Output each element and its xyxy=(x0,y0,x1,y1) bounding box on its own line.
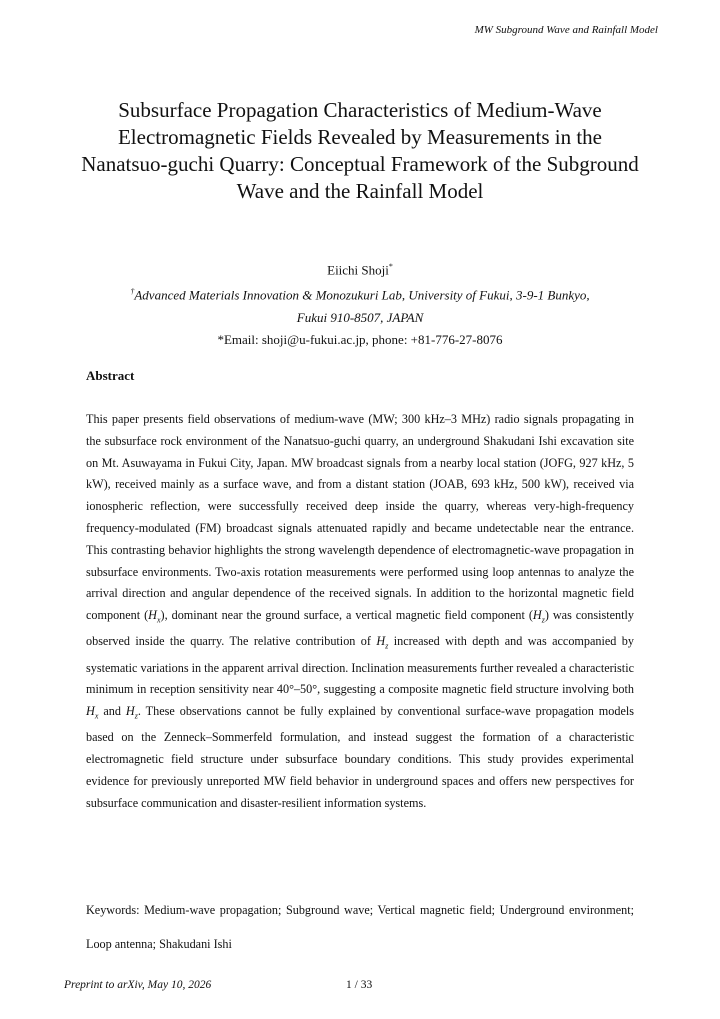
abstract-heading: Abstract xyxy=(86,368,135,383)
hz-symbol: $H_z$ xyxy=(376,634,389,651)
footer-preprint: Preprint to arXiv, May 10, 2026 xyxy=(64,979,212,991)
contact-line: *Email: shoji@u-fukui.ac.jp, phone: +81-776-27-8076 xyxy=(217,331,503,347)
hx-symbol: $H_x$ xyxy=(86,704,99,721)
running-head: MW Subground Wave and Rainfall Model xyxy=(474,24,658,36)
paper-title: Subsurface Propagation Characteristics of Medium-Wave Electromagnetic Fields Revealed by Measurements in the Nanatsuo-guchi Quarry: Conceptual Framework of the Subground Wave and the Rainfall Model xyxy=(81,98,639,203)
author-name: Eiichi Shoji xyxy=(327,262,389,278)
affiliation xyxy=(80,281,640,306)
affiliation-mark: † xyxy=(130,287,135,297)
affiliation-line2: Fukui 910-8507, JAPAN xyxy=(296,309,424,325)
hx-symbol: $H_x$ xyxy=(148,608,161,625)
abstract-body xyxy=(86,409,634,815)
author-block xyxy=(80,256,640,351)
author-line xyxy=(80,256,640,281)
abstract-text: increased with depth and was accompanied by systematic variations in the apparent arrival direction. Inclination measurements further revealed a characteristic minimum in reception sensitivity near 40°–50°, suggesting a composite magnetic field structure involving both xyxy=(86,634,634,697)
abstract-text: This paper presents field observations of medium-wave (MW; 300 kHz–3 MHz) radio signals propagating in the subsurface rock environment of the Nanatsuo-guchi quarry, an underground Shakudani Ishi excavation site on Mt. Asuwayama in Fukui City, Japan. MW broadcast signals from a nearby local station (JOFG, 927 kHz, 5 kW), received mainly as a surface wave, and from a distant station (JOAB, 693 kHz, 500 kW), received via ionospheric reflection, were successfully received deep inside the quarry, whereas very-high-frequency frequency-modulated (FM) broadcast signals attenuated rapidly and became undetectable near the entrance. This contrasting behavior highlights the strong wavelength dependence of electromagnetic-wave propagation in subsurface environments. Two-axis rotation measurements were performed using loop antennas to analyze the arrival direction and angular dependence of the received signals. In addition to the horizontal magnetic field component ( xyxy=(86,412,634,623)
author-mark: * xyxy=(388,262,393,271)
hz-symbol: $H_z$ xyxy=(532,608,545,625)
abstract-text: . These observations cannot be fully explained by conventional surface-wave propagation models based on the Zenneck–Sommerfeld formulation, and instead suggest the formation of a characteristic electromagnetic field structure under subsurface boundary conditions. This study provides experimental evidence for previously unreported MW field behavior in underground spaces and offers new perspectives for subsurface communication and disaster-resilient information systems. xyxy=(86,704,634,810)
affiliation-line1: Advanced Materials Innovation & Monozukuri Lab, University of Fukui, 3-9-1 Bunkyo, xyxy=(134,287,590,303)
abstract-text: ), dominant near the ground surface, a vertical magnetic field component ( xyxy=(160,608,533,623)
abstract-text: and xyxy=(98,704,126,719)
keywords: Keywords: Medium-wave propagation; Subground wave; Vertical magnetic field; Underground environment; Loop antenna; Shakudani Ishi xyxy=(86,903,634,951)
page-number: 1 / 33 xyxy=(346,979,373,991)
hz-symbol: $H_z$ xyxy=(125,704,138,721)
abstract-text: ) was consistently observed inside the quarry. The relative contribution of xyxy=(86,608,634,649)
